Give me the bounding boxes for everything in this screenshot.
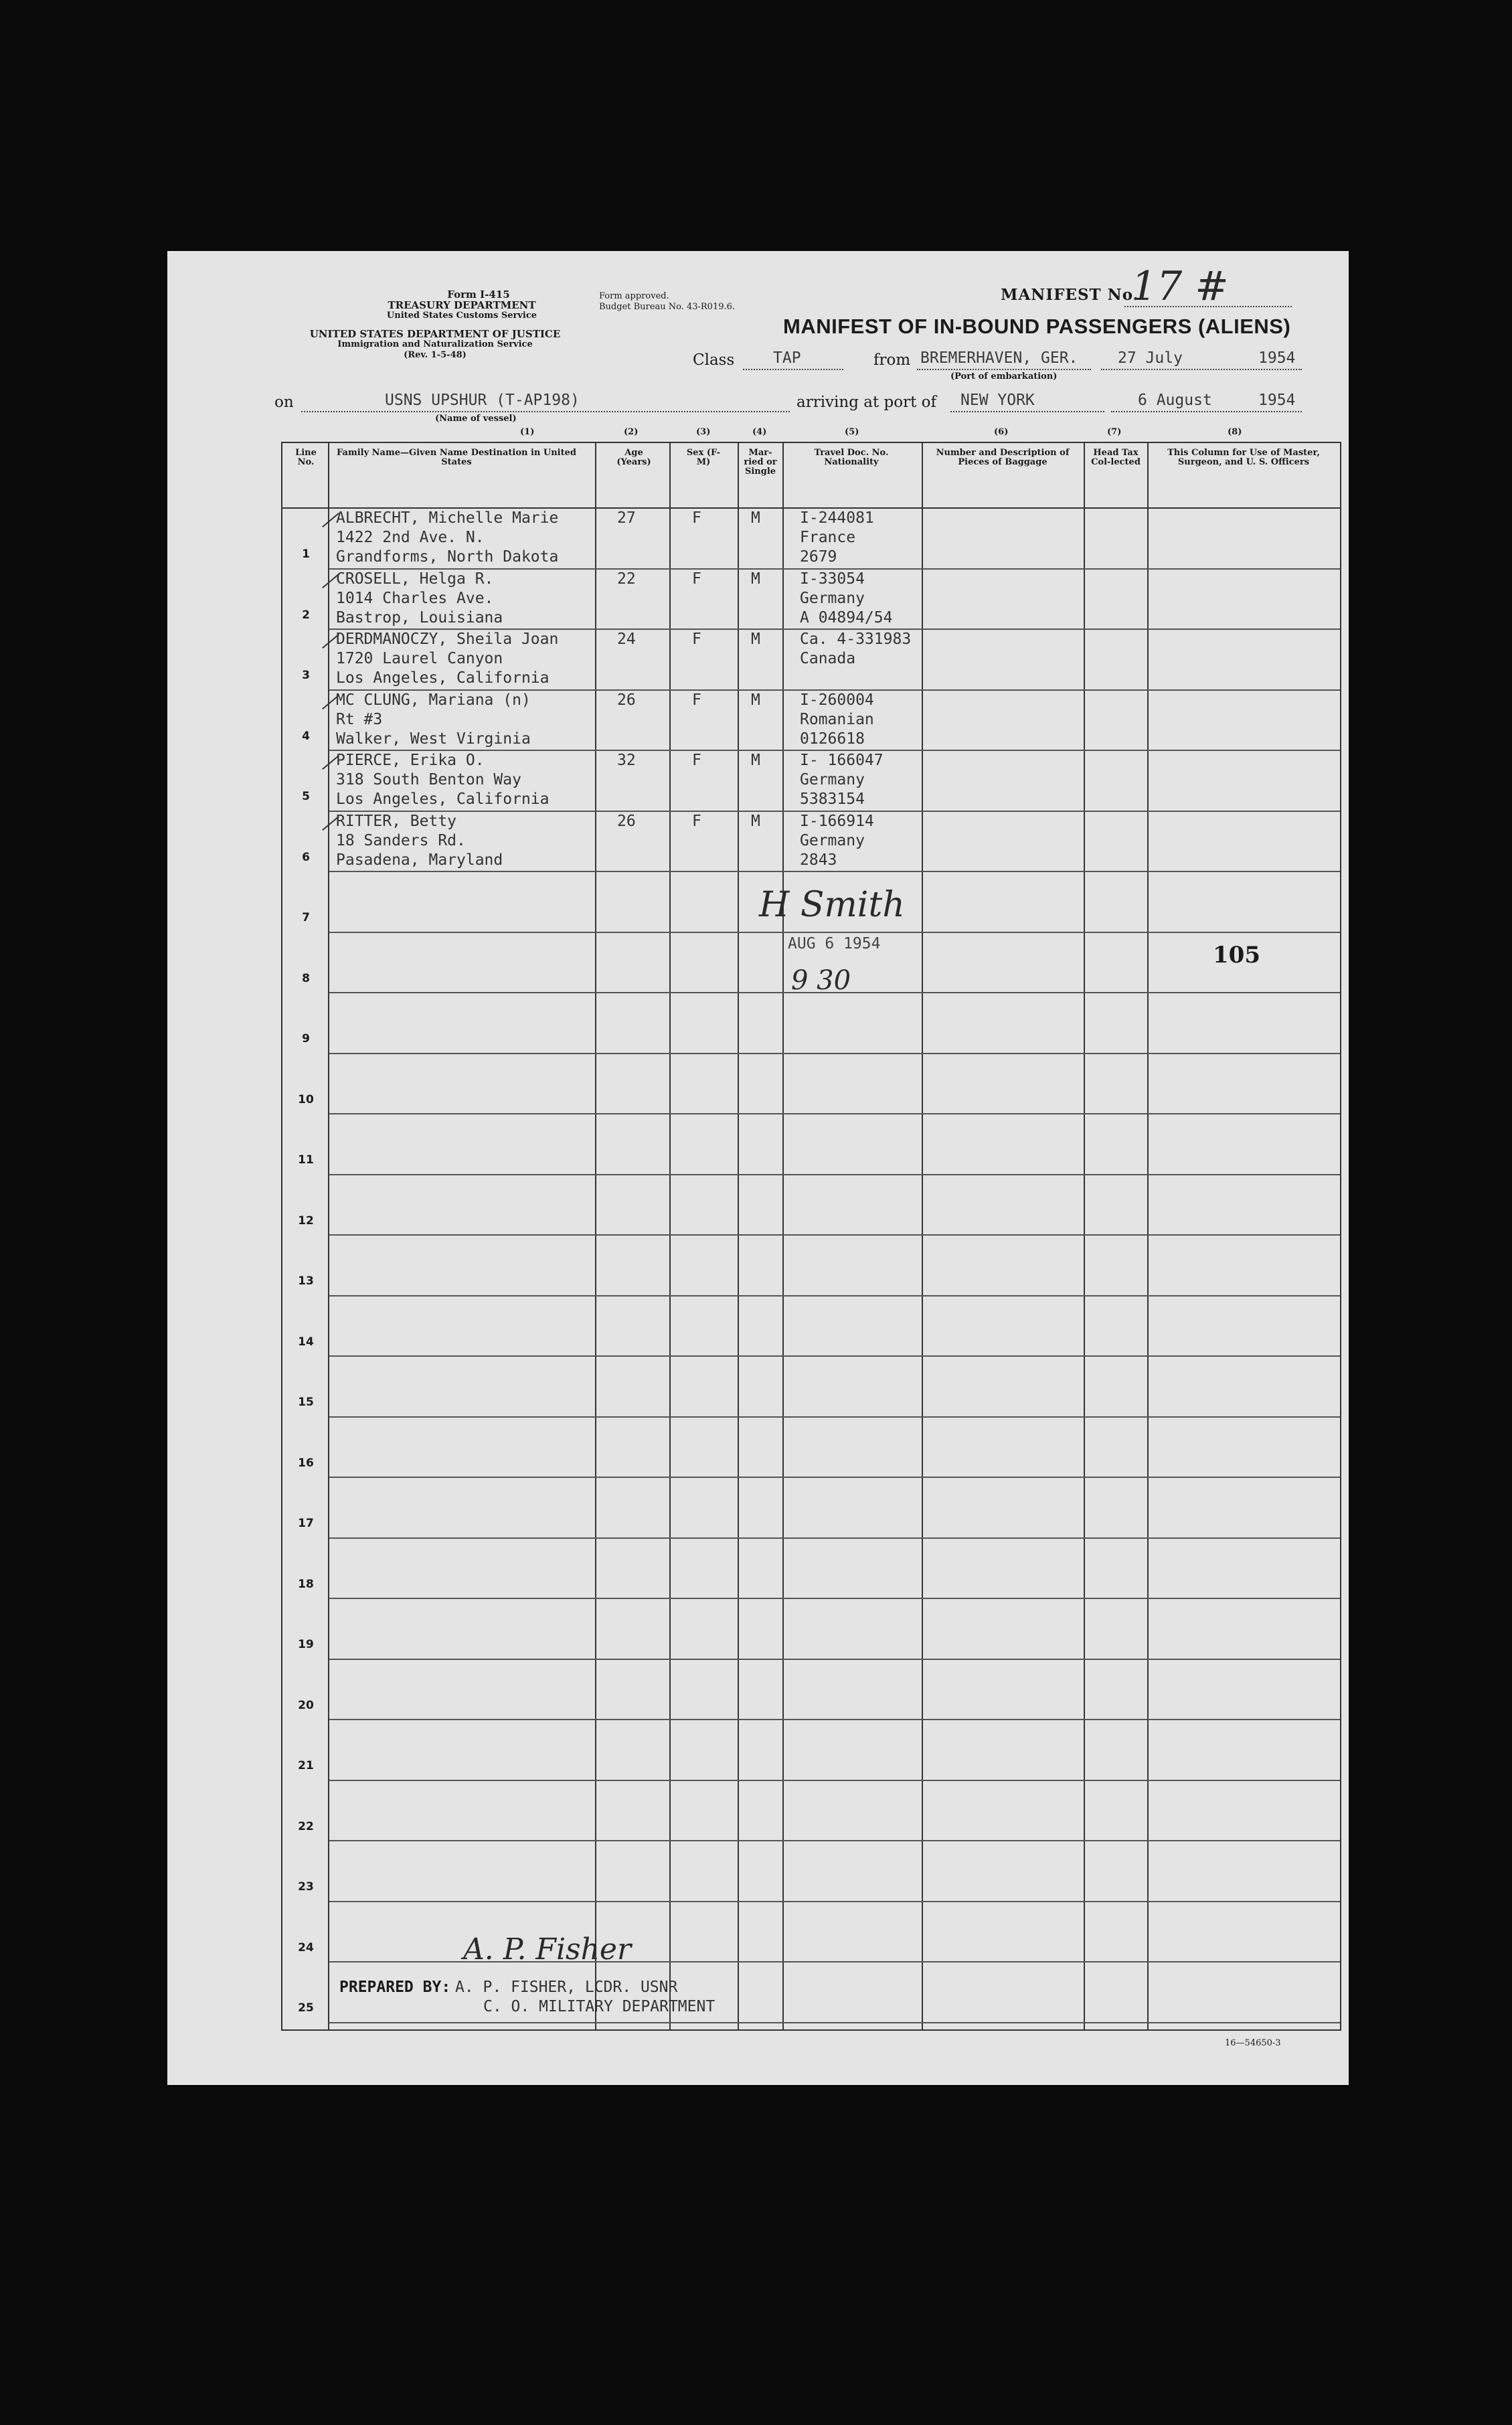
row-rule bbox=[329, 1659, 1340, 1660]
travel-doc-number: I- 166047 bbox=[800, 752, 884, 769]
vessel-name: USNS UPSHUR (T-AP198) bbox=[385, 392, 580, 409]
column-number: (2) bbox=[624, 427, 639, 437]
column-number: (1) bbox=[520, 427, 535, 437]
justice-dept: UNITED STATES DEPARTMENT OF JUSTICE bbox=[309, 328, 561, 340]
passenger-name: MC CLUNG, Mariana (n) bbox=[336, 691, 531, 709]
line-number: 23 bbox=[298, 1880, 314, 1894]
column-number: (8) bbox=[1228, 427, 1242, 437]
arrive-date: 6 August bbox=[1138, 392, 1212, 409]
arrival-port: NEW YORK bbox=[960, 392, 1035, 409]
col-header-marital: Mar-ried or Single bbox=[744, 448, 777, 477]
manifest-number: 17 # bbox=[1131, 263, 1229, 310]
line-number: 5 bbox=[302, 790, 310, 803]
line-number: 15 bbox=[298, 1396, 314, 1409]
line-number: 16 bbox=[298, 1456, 314, 1470]
preparer-department: C. O. MILITARY DEPARTMENT bbox=[483, 1998, 716, 2015]
col-header-age: Age (Years) bbox=[616, 448, 651, 467]
col-header-officers: This Column for Use of Master, Surgeon, and U. S. Officers bbox=[1167, 448, 1320, 467]
from-value: BREMERHAVEN, GER. bbox=[920, 349, 1078, 367]
passenger-destination: Los Angeles, California bbox=[336, 669, 550, 687]
travel-doc-number: I-33054 bbox=[800, 570, 865, 588]
row-rule bbox=[329, 1537, 1340, 1539]
travel-doc-number: I-260004 bbox=[800, 691, 874, 709]
line-number: 22 bbox=[298, 1819, 314, 1833]
row-rule bbox=[329, 1174, 1340, 1175]
col-header-name: Family Name—Given Name Destination in United States bbox=[337, 448, 576, 467]
treasury-dept: TREASURY DEPARTMENT bbox=[388, 299, 536, 311]
class-label: Class bbox=[693, 351, 735, 369]
passenger-name: PIERCE, Erika O. bbox=[336, 752, 485, 769]
col-header-travel-doc: Travel Doc. No. Nationality bbox=[814, 448, 889, 467]
passenger-address: 1422 2nd Ave. N. bbox=[336, 529, 485, 546]
travel-doc-number: Ca. 4-331983 bbox=[800, 631, 912, 648]
row-rule bbox=[329, 932, 1340, 933]
budget-bureau: Budget Bureau No. 43-R019.6. bbox=[599, 302, 736, 312]
passenger-sex: F bbox=[692, 752, 701, 769]
line-number: 17 bbox=[298, 1517, 314, 1530]
visa-number: 2843 bbox=[800, 851, 837, 869]
col-header-line-no: Line No. bbox=[295, 448, 317, 467]
col-divider bbox=[738, 443, 739, 2029]
col-divider bbox=[782, 443, 784, 2029]
passenger-destination: Grandforms, North Dakota bbox=[336, 548, 559, 566]
line-number: 6 bbox=[302, 850, 310, 864]
line-number: 24 bbox=[298, 1940, 314, 1954]
customs-service: United States Customs Service bbox=[386, 311, 537, 321]
line-number: 12 bbox=[298, 1214, 314, 1228]
row-rule bbox=[329, 871, 1340, 872]
col-divider bbox=[669, 443, 671, 2029]
form-number: Form I-415 bbox=[447, 288, 510, 301]
passenger-marital: M bbox=[751, 570, 760, 588]
manifest-line bbox=[1124, 306, 1292, 307]
ins-service: Immigration and Naturalization Service bbox=[337, 339, 533, 349]
nationality: France bbox=[800, 529, 856, 546]
passenger-marital: M bbox=[751, 752, 760, 769]
passenger-sex: F bbox=[692, 812, 701, 830]
line-number: 8 bbox=[302, 971, 310, 985]
col-divider bbox=[328, 443, 329, 2029]
manifest-page bbox=[167, 251, 1349, 2085]
passenger-age: 24 bbox=[617, 631, 636, 648]
preparer-name: A. P. FISHER, LCDR. USNR bbox=[455, 1979, 678, 1996]
line-number: 18 bbox=[298, 1577, 314, 1591]
passenger-marital: M bbox=[751, 631, 760, 648]
form-revision: (Rev. 1-5-48) bbox=[404, 350, 467, 360]
arrive-year: 1954 bbox=[1258, 392, 1296, 409]
manifest-label: MANIFEST No. bbox=[1001, 286, 1139, 304]
passenger-sex: F bbox=[692, 509, 701, 527]
line-number: 11 bbox=[298, 1153, 314, 1167]
row-rule bbox=[329, 1053, 1340, 1054]
visa-number: 5383154 bbox=[800, 790, 865, 808]
arriving-label: arriving at port of bbox=[796, 394, 936, 411]
inspection-date-stamp: AUG 6 1954 bbox=[788, 935, 881, 952]
row-rule bbox=[329, 1719, 1340, 1720]
line-number: 14 bbox=[298, 1335, 314, 1349]
passenger-age: 32 bbox=[617, 752, 636, 769]
from-line bbox=[917, 369, 1091, 370]
column-number: (3) bbox=[696, 427, 711, 437]
col-divider bbox=[922, 443, 923, 2029]
depart-year: 1954 bbox=[1258, 349, 1296, 367]
inspector-signature: H Smith bbox=[759, 885, 905, 925]
col-header-sex: Sex (F-M) bbox=[686, 448, 721, 467]
passenger-destination: Walker, West Virginia bbox=[336, 730, 531, 748]
nationality: Romanian bbox=[800, 710, 874, 728]
col-divider bbox=[1084, 443, 1085, 2029]
passenger-age: 27 bbox=[617, 509, 636, 527]
column-number: (7) bbox=[1107, 427, 1122, 437]
col-divider bbox=[595, 443, 596, 2029]
passenger-address: 1720 Laurel Canyon bbox=[336, 650, 503, 667]
row-rule bbox=[329, 1840, 1340, 1841]
nationality: Germany bbox=[800, 771, 865, 788]
line-number: 19 bbox=[298, 1638, 314, 1651]
line-number: 2 bbox=[302, 608, 310, 622]
line-number: 13 bbox=[298, 1274, 314, 1288]
depart-line bbox=[1101, 369, 1302, 370]
passenger-age: 26 bbox=[617, 812, 636, 830]
line-number: 21 bbox=[298, 1759, 314, 1772]
depart-date: 27 July bbox=[1118, 349, 1183, 367]
row-rule bbox=[329, 1416, 1340, 1418]
passenger-name: CROSELL, Helga R. bbox=[336, 570, 494, 588]
passenger-destination: Pasadena, Maryland bbox=[336, 851, 503, 869]
travel-doc-number: I-166914 bbox=[800, 812, 874, 830]
line-number: 1 bbox=[302, 548, 310, 561]
arrive-line bbox=[1111, 411, 1302, 412]
passenger-name: RITTER, Betty bbox=[336, 812, 457, 830]
passenger-address: 1014 Charles Ave. bbox=[336, 589, 494, 607]
nationality: Canada bbox=[800, 650, 856, 667]
passenger-address: 18 Sanders Rd. bbox=[336, 831, 466, 849]
line-number: 7 bbox=[302, 911, 310, 924]
col-divider bbox=[1147, 443, 1149, 2029]
row-rule bbox=[329, 1598, 1340, 1599]
passenger-age: 22 bbox=[617, 570, 636, 588]
preparer-signature: A. P. Fisher bbox=[463, 1932, 632, 1967]
line-number: 20 bbox=[298, 1698, 314, 1712]
line-number: 9 bbox=[302, 1032, 310, 1046]
row-rule bbox=[329, 1780, 1340, 1781]
passenger-name: DERDMANOCZY, Sheila Joan bbox=[336, 631, 559, 648]
nationality: Germany bbox=[800, 831, 865, 849]
passenger-address: 318 South Benton Way bbox=[336, 771, 521, 788]
passenger-name: ALBRECHT, Michelle Marie bbox=[336, 509, 559, 527]
from-label: from bbox=[873, 351, 911, 369]
column-number: (4) bbox=[752, 427, 767, 437]
passenger-marital: M bbox=[751, 691, 760, 709]
prepared-by-label: PREPARED BY: bbox=[339, 1979, 451, 1996]
nationality: Germany bbox=[800, 589, 865, 607]
line-number: 10 bbox=[298, 1092, 314, 1106]
line-number: 4 bbox=[302, 729, 310, 743]
visa-number: A 04894/54 bbox=[800, 608, 893, 626]
visa-number: 0126618 bbox=[800, 730, 865, 748]
row-rule bbox=[329, 1234, 1340, 1236]
passenger-table bbox=[281, 427, 1341, 2031]
passenger-marital: M bbox=[751, 509, 760, 527]
passenger-sex: F bbox=[692, 691, 701, 709]
passenger-count: 105 bbox=[1213, 942, 1260, 969]
form-approved: Form approved. bbox=[599, 291, 669, 301]
passenger-destination: Los Angeles, California bbox=[336, 790, 550, 808]
manifest-title: MANIFEST OF IN-BOUND PASSENGERS (ALIENS) bbox=[783, 315, 1291, 338]
column-number: (6) bbox=[994, 427, 1009, 437]
line-number: 25 bbox=[298, 2001, 314, 2015]
passenger-marital: M bbox=[751, 812, 760, 830]
passenger-address: Rt #3 bbox=[336, 710, 383, 728]
row-rule bbox=[329, 1355, 1340, 1357]
vessel-note: (Name of vessel) bbox=[435, 414, 517, 424]
travel-doc-number: I-244081 bbox=[800, 509, 874, 527]
row-rule bbox=[329, 1477, 1340, 1478]
class-line bbox=[743, 369, 843, 370]
on-label: on bbox=[274, 394, 294, 411]
printing-code: 16—54650-3 bbox=[1225, 2038, 1281, 2048]
col-header-baggage: Number and Description of Pieces of Baggage bbox=[936, 448, 1070, 467]
col-header-head-tax: Head Tax Col-lected bbox=[1091, 448, 1141, 467]
passenger-sex: F bbox=[692, 631, 701, 648]
port-line bbox=[950, 411, 1104, 412]
row-rule bbox=[329, 1113, 1340, 1114]
class-value: TAP bbox=[773, 349, 801, 367]
embark-note: (Port of embarkation) bbox=[950, 371, 1058, 382]
handwritten-time: 9 30 bbox=[791, 965, 851, 996]
passenger-destination: Bastrop, Louisiana bbox=[336, 608, 503, 626]
vessel-line bbox=[301, 411, 790, 412]
line-number: 3 bbox=[302, 669, 310, 682]
row-rule bbox=[329, 2022, 1340, 2023]
column-number: (5) bbox=[845, 427, 859, 437]
passenger-age: 26 bbox=[617, 691, 636, 709]
passenger-sex: F bbox=[692, 570, 701, 588]
visa-number: 2679 bbox=[800, 548, 837, 566]
row-rule bbox=[329, 1901, 1340, 1902]
row-rule bbox=[329, 1295, 1340, 1297]
